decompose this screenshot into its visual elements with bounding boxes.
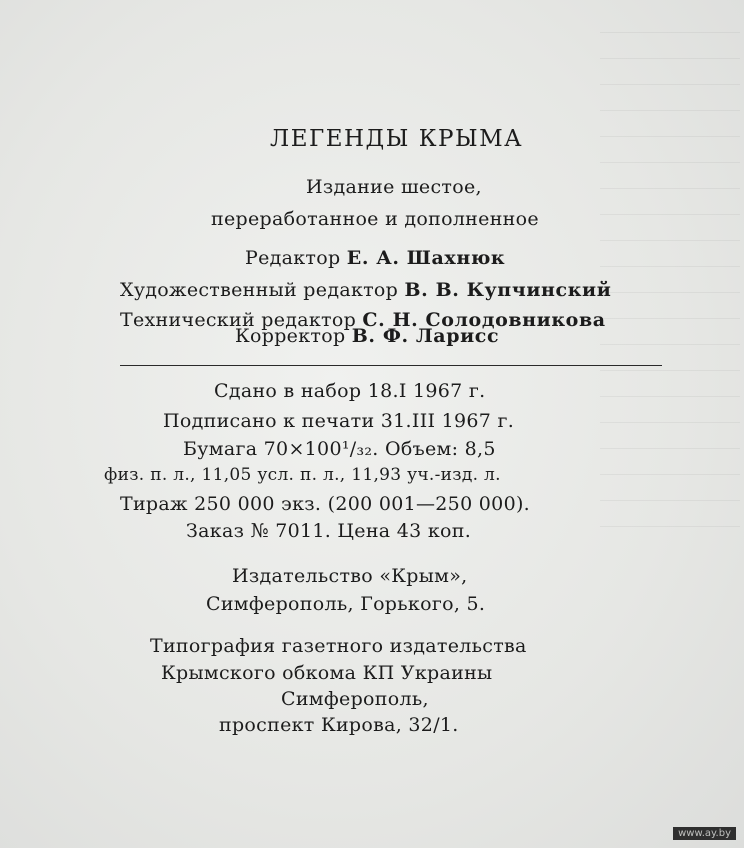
edition-line-1: Издание шестое, (306, 176, 482, 198)
publisher-line-1: Издательство «Крым», (232, 565, 468, 587)
credit-role: Корректор (235, 325, 346, 347)
printer-line-4: проспект Кирова, 32/1. (219, 714, 459, 736)
book-title: ЛЕГЕНДЫ КРЫМА (270, 126, 524, 152)
credit-name: С. Н. Солодовникова (362, 309, 606, 331)
credit-name: Е. А. Шахнюк (346, 247, 506, 269)
printer-line-3: Симферополь, (281, 688, 429, 710)
watermark-label: www.ay.by (673, 827, 736, 840)
credit-role: Редактор (245, 247, 341, 269)
bleed-through-text (600, 10, 740, 530)
separator-rule (120, 365, 662, 366)
printer-line-1: Типография газетного издательства (150, 635, 527, 657)
imprint-print-run: Тираж 250 000 экз. (200 001—250 000). (120, 493, 531, 515)
credit-name: В. Ф. Ларисс (351, 325, 500, 347)
imprint-submitted: Сдано в набор 18.I 1967 г. (214, 380, 486, 402)
credit-role: Технический редактор (120, 309, 357, 331)
edition-line-2: переработанное и дополненное (211, 208, 539, 230)
credit-proofreader (235, 325, 499, 347)
credit-role: Художественный редактор (120, 279, 399, 301)
imprint-signed: Подписано к печати 31.III 1967 г. (163, 410, 515, 432)
credit-name: В. В. Купчинский (404, 279, 612, 301)
credit-art-editor (120, 279, 611, 301)
imprint-sheets: физ. п. л., 11,05 усл. п. л., 11,93 уч.-изд. л. (104, 465, 501, 485)
printer-line-2: Крымского обкома КП Украины (161, 662, 493, 684)
credit-editor (245, 247, 505, 269)
publisher-line-2: Симферополь, Горького, 5. (206, 593, 486, 615)
imprint-order: Заказ № 7011. Цена 43 коп. (186, 520, 472, 542)
imprint-paper: Бумага 70×100¹/₃₂. Объем: 8,5 (183, 438, 496, 460)
